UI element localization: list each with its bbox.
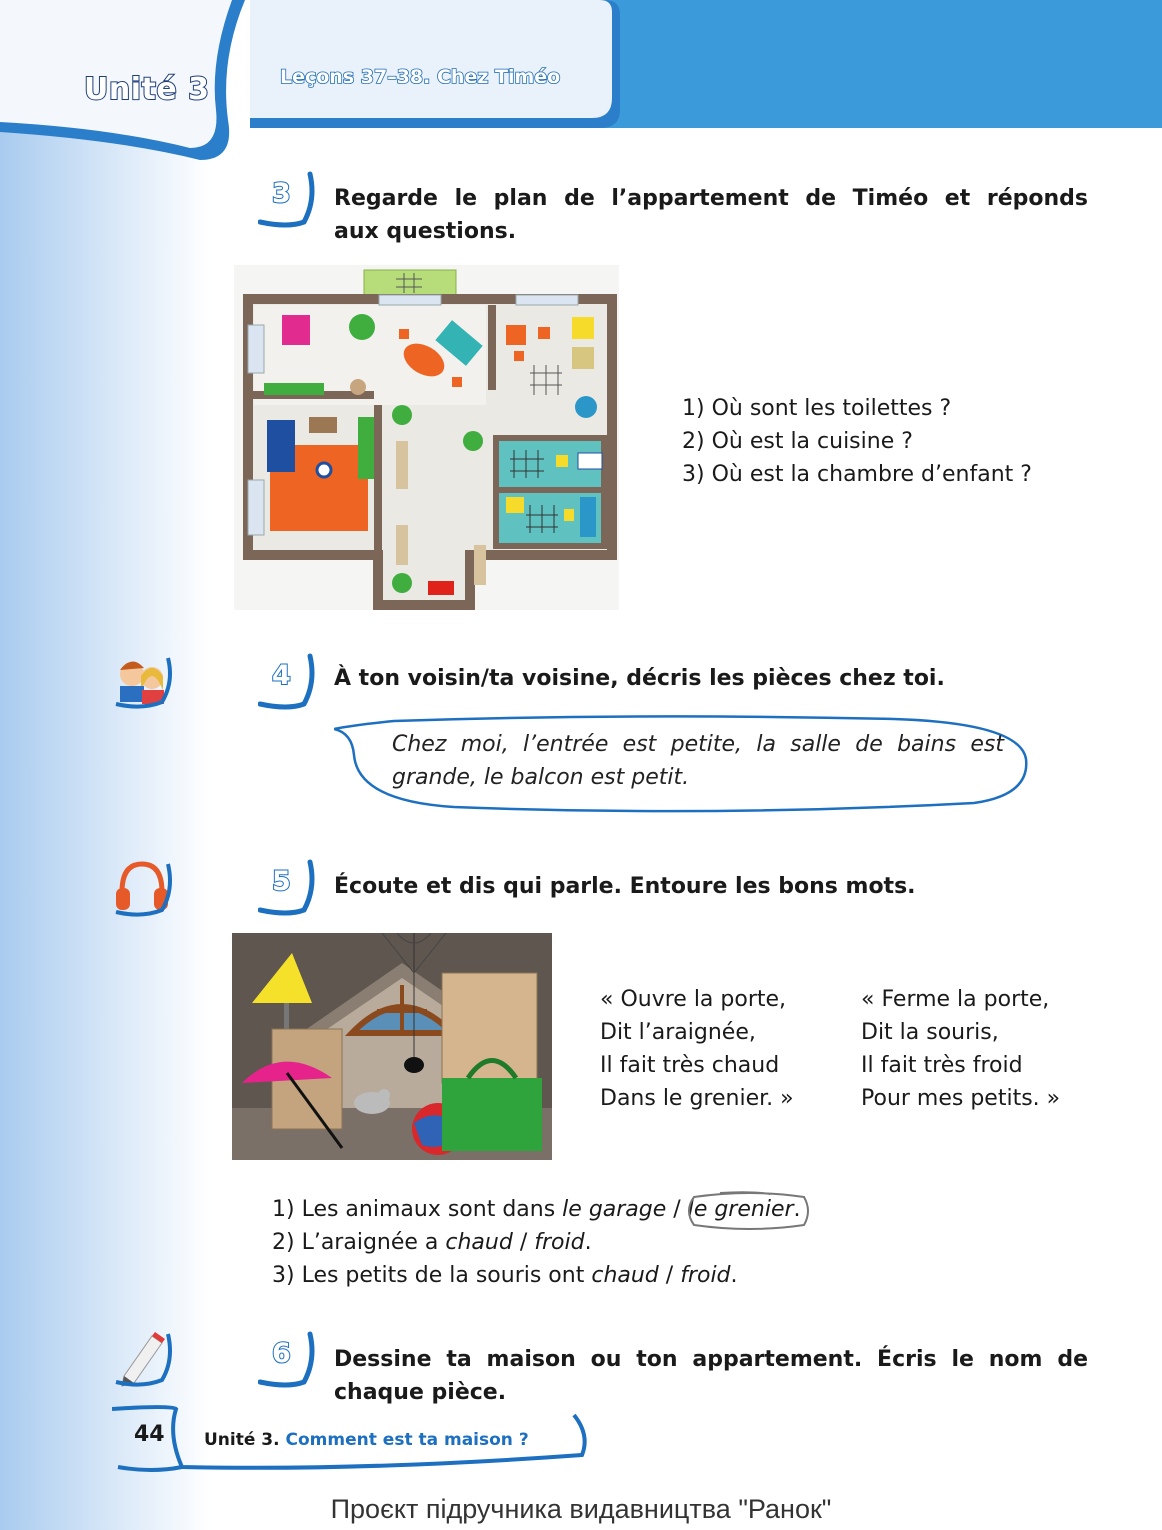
option-word[interactable]: chaud: [445, 1230, 513, 1255]
answer-item: [272, 1193, 801, 1226]
item-text: 2) L’araignée a: [272, 1230, 446, 1255]
circled-answer[interactable]: [688, 1197, 794, 1222]
page-number: 44: [134, 1422, 165, 1447]
poem-left-line: Dans le grenier. »: [600, 1086, 794, 1111]
question-3: 3) Où est la chambre d’enfant ?: [682, 462, 1032, 487]
lesson-title: Leçons 37–38. Chez Timéo: [280, 66, 561, 88]
footer-subtitle: Comment est ta maison ?: [285, 1430, 529, 1450]
option-word[interactable]: froid: [680, 1263, 731, 1288]
exercise6-instruction: [334, 1343, 1088, 1409]
footer-title: [204, 1430, 529, 1450]
exercise5-instruction: Écoute et dis qui parle. Entoure les bons mots.: [334, 874, 916, 899]
instruction-line: aux questions.: [334, 219, 517, 244]
lesson-tab: [250, 0, 620, 128]
exercise-number: 3: [272, 178, 291, 209]
option-word[interactable]: chaud: [591, 1263, 659, 1288]
poem-left-line: Il fait très chaud: [600, 1053, 780, 1078]
pair-work-icon: [112, 652, 172, 710]
item-text: .: [730, 1263, 738, 1288]
unit-title: Unité 3: [84, 72, 210, 107]
answer-item: [272, 1226, 592, 1259]
exercise-number: 4: [272, 660, 291, 691]
item-text: .: [584, 1230, 592, 1255]
exercise-number: 6: [272, 1338, 291, 1369]
poem-right-line: Dit la souris,: [861, 1020, 999, 1045]
headphones-icon: [112, 858, 172, 918]
option-word[interactable]: le garage: [562, 1197, 667, 1222]
footer-unit-label: Unité 3.: [204, 1430, 280, 1450]
pencil-circle: [680, 1191, 814, 1235]
option-separator: /: [512, 1230, 535, 1255]
item-text: 1) Les animaux sont dans: [272, 1197, 563, 1222]
poem-left-line: « Ouvre la porte,: [600, 987, 787, 1012]
question-2: 2) Où est la cuisine ?: [682, 429, 913, 454]
poem-right-line: « Ferme la porte,: [861, 987, 1050, 1012]
item-text: 3) Les petits de la souris ont: [272, 1263, 592, 1288]
question-1: 1) Où sont les toilettes ?: [682, 396, 952, 421]
option-word[interactable]: froid: [534, 1230, 585, 1255]
pencil-icon: [112, 1328, 172, 1388]
poem-right-line: Il fait très froid: [861, 1053, 1023, 1078]
left-gradient-band: [0, 0, 210, 1530]
instruction-line: chaque pièce.: [334, 1380, 507, 1405]
poem-right-line: Pour mes petits. »: [861, 1086, 1061, 1111]
answer-item: [272, 1259, 738, 1292]
speech-text: Chez moi, l’entrée est petite, la salle de bains est grande, le balcon est petit.: [392, 732, 1004, 790]
option-separator: /: [666, 1197, 688, 1222]
watermark-text: Проєкт підручника видавництва "Ранок": [330, 1494, 832, 1524]
exercise-number: 5: [272, 866, 291, 897]
instruction-line: Dessine ta maison ou ton appartement. Écris le nom de: [334, 1347, 1088, 1372]
floor-plan-image: [234, 265, 619, 610]
header-bar: [600, 0, 1162, 128]
attic-image: [232, 933, 552, 1160]
item-text: .: [793, 1197, 801, 1222]
poem-left-line: Dit l’araignée,: [600, 1020, 756, 1045]
exercise3-instruction: [334, 182, 1088, 248]
option-separator: /: [658, 1263, 681, 1288]
instruction-line: Regarde le plan de l’appartement de Timéo et réponds: [334, 186, 1088, 211]
option-word: le grenier: [687, 1197, 794, 1222]
exercise4-instruction: À ton voisin/ta voisine, décris les pièces chez toi.: [334, 666, 945, 691]
